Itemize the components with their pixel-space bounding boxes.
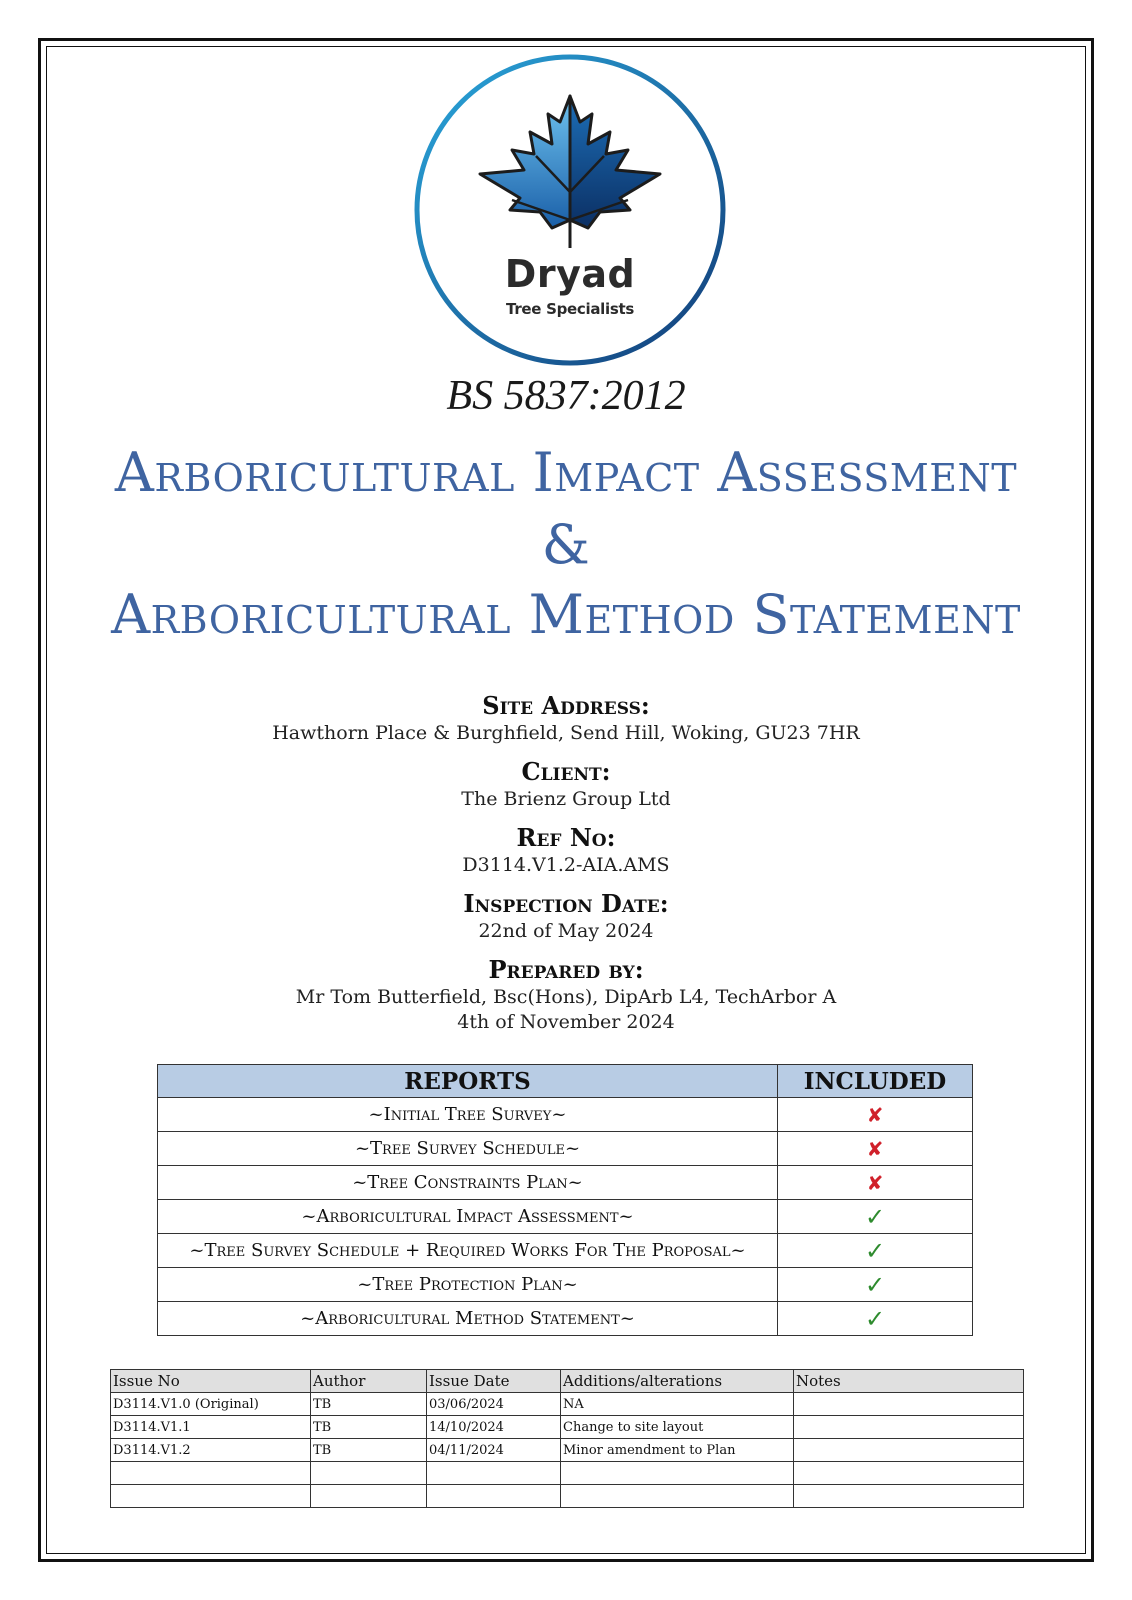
alterations-cell: Minor amendment to Plan bbox=[561, 1439, 794, 1462]
author-cell: TB bbox=[311, 1439, 427, 1462]
company-logo bbox=[412, 52, 728, 368]
prepared-label: Prepared by: bbox=[488, 955, 644, 984]
title-ampersand: & bbox=[541, 513, 591, 576]
notes-cell bbox=[794, 1416, 1024, 1439]
table-row bbox=[158, 1132, 973, 1166]
issue-date-cell: 04/11/2024 bbox=[427, 1439, 561, 1462]
issue-date-cell bbox=[427, 1462, 561, 1485]
author-cell bbox=[311, 1462, 427, 1485]
site-address-label: Site Address: bbox=[482, 691, 650, 720]
table-row bbox=[111, 1439, 1024, 1462]
ref-block bbox=[0, 823, 1132, 876]
included-cell bbox=[778, 1132, 973, 1166]
author-cell: TB bbox=[311, 1416, 427, 1439]
issue-date-cell: 03/06/2024 bbox=[427, 1393, 561, 1416]
logo-tagline: Tree Specialists bbox=[506, 300, 634, 318]
notes-cell bbox=[794, 1485, 1024, 1508]
issue-no-cell: D3114.V1.0 (Original) bbox=[111, 1393, 311, 1416]
notes-cell bbox=[794, 1439, 1024, 1462]
prepared-block bbox=[0, 955, 1132, 1033]
alterations-cell: Change to site layout bbox=[561, 1416, 794, 1439]
inspection-value: 22nd of May 2024 bbox=[478, 920, 654, 942]
site-address-value: Hawthorn Place & Burghfield, Send Hill, Woking, GU23 7HR bbox=[272, 722, 860, 744]
logo-ring-icon bbox=[412, 52, 728, 368]
issue-no-header: Issue No bbox=[111, 1370, 311, 1393]
alterations-cell: NA bbox=[561, 1393, 794, 1416]
reports-header: REPORTS bbox=[158, 1065, 778, 1098]
reports-header-row bbox=[158, 1065, 973, 1098]
cross-icon: ✘ bbox=[866, 1170, 884, 1195]
included-cell bbox=[778, 1268, 973, 1302]
issue-no-cell: D3114.V1.1 bbox=[111, 1416, 311, 1439]
client-label: Client: bbox=[521, 757, 611, 786]
included-cell bbox=[778, 1166, 973, 1200]
table-row bbox=[158, 1098, 973, 1132]
included-cell bbox=[778, 1200, 973, 1234]
check-icon: ✓ bbox=[864, 1270, 886, 1299]
table-row bbox=[158, 1166, 973, 1200]
author-cell: TB bbox=[311, 1393, 427, 1416]
report-name: ~Arboricultural Impact Assessment~ bbox=[158, 1200, 778, 1234]
table-row bbox=[158, 1268, 973, 1302]
check-icon: ✓ bbox=[864, 1202, 886, 1231]
report-name: ~Initial Tree Survey~ bbox=[158, 1098, 778, 1132]
table-row bbox=[111, 1393, 1024, 1416]
client-value: The Brienz Group Ltd bbox=[461, 788, 671, 810]
issue-no-cell: D3114.V1.2 bbox=[111, 1439, 311, 1462]
cross-icon: ✘ bbox=[866, 1136, 884, 1161]
cross-icon: ✘ bbox=[866, 1102, 884, 1127]
included-cell bbox=[778, 1234, 973, 1268]
logo-wordmark: Dryad bbox=[504, 252, 636, 296]
notes-cell bbox=[794, 1462, 1024, 1485]
issue-date-header: Issue Date bbox=[427, 1370, 561, 1393]
prepared-value: Mr Tom Butterfield, Bsc(Hons), DipArb L4, TechArbor A bbox=[295, 986, 837, 1008]
alterations-header: Additions/alterations bbox=[561, 1370, 794, 1393]
client-block bbox=[0, 757, 1132, 810]
author-cell bbox=[311, 1485, 427, 1508]
table-row bbox=[111, 1416, 1024, 1439]
standard-code: BS 5837:2012 bbox=[446, 373, 686, 419]
included-header: INCLUDED bbox=[778, 1065, 973, 1098]
report-name: ~Tree Constraints Plan~ bbox=[158, 1166, 778, 1200]
report-name: ~Arboricultural Method Statement~ bbox=[158, 1302, 778, 1336]
issue-header-row bbox=[111, 1370, 1024, 1393]
inspection-block bbox=[0, 889, 1132, 942]
notes-cell bbox=[794, 1393, 1024, 1416]
table-row bbox=[111, 1462, 1024, 1485]
issue-no-cell bbox=[111, 1485, 311, 1508]
check-icon: ✓ bbox=[864, 1304, 886, 1333]
title-line-2: Arboricultural Method Statement bbox=[111, 583, 1021, 646]
table-row bbox=[158, 1200, 973, 1234]
report-name: ~Tree Survey Schedule~ bbox=[158, 1132, 778, 1166]
author-header: Author bbox=[311, 1370, 427, 1393]
check-icon: ✓ bbox=[864, 1236, 886, 1265]
notes-header: Notes bbox=[794, 1370, 1024, 1393]
alterations-cell bbox=[561, 1462, 794, 1485]
issue-date-cell bbox=[427, 1485, 561, 1508]
report-name: ~Tree Protection Plan~ bbox=[158, 1268, 778, 1302]
included-cell bbox=[778, 1098, 973, 1132]
issue-date-cell: 14/10/2024 bbox=[427, 1416, 561, 1439]
reports-table bbox=[157, 1064, 973, 1336]
site-address-block bbox=[0, 691, 1132, 744]
table-row bbox=[158, 1234, 973, 1268]
prepared-date: 4th of November 2024 bbox=[457, 1011, 675, 1033]
table-row bbox=[158, 1302, 973, 1336]
ref-value: D3114.V1.2-AIA.AMS bbox=[462, 854, 670, 876]
inspection-label: Inspection Date: bbox=[463, 889, 669, 918]
included-cell bbox=[778, 1302, 973, 1336]
issue-no-cell bbox=[111, 1462, 311, 1485]
table-row bbox=[111, 1485, 1024, 1508]
ref-label: Ref No: bbox=[516, 823, 616, 852]
issue-history-table bbox=[110, 1369, 1024, 1508]
alterations-cell bbox=[561, 1485, 794, 1508]
title-line-1: Arboricultural Impact Assessment bbox=[114, 441, 1018, 504]
report-name: ~Tree Survey Schedule + Required Works For The Proposal~ bbox=[158, 1234, 778, 1268]
